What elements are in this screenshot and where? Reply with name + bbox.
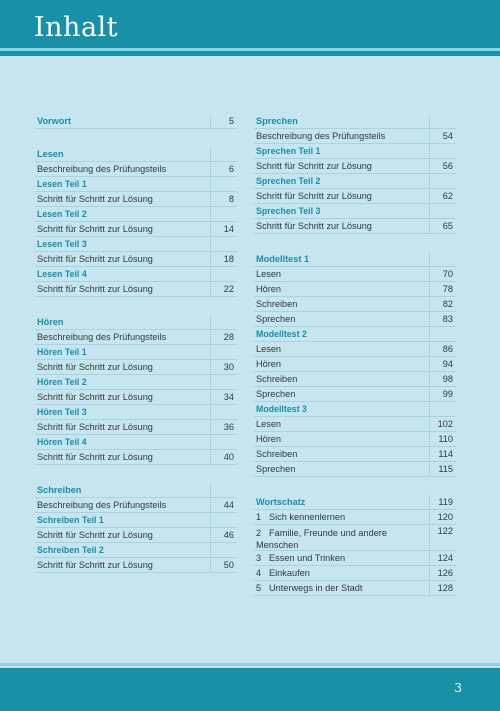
entry-page: 18 xyxy=(210,252,237,266)
toc-section-heading[interactable]: Sprechen xyxy=(254,114,456,129)
toc-section-modelltest xyxy=(254,327,456,402)
entry-page: 54 xyxy=(429,129,456,143)
entry-label: Schritt für Schritt zur Lösung xyxy=(37,452,153,462)
entry-page: 70 xyxy=(429,267,456,281)
entry-page: 102 xyxy=(429,417,456,431)
toc-entry[interactable] xyxy=(35,450,237,465)
toc-section-wortschatz xyxy=(254,495,456,596)
toc-modelltests xyxy=(254,252,456,477)
entry-page: 99 xyxy=(429,387,456,401)
entry-label: Lesen xyxy=(256,419,282,429)
toc-entry[interactable]: Vorwort 5 xyxy=(35,114,237,129)
entry-label: Schritt für Schritt zur Lösung xyxy=(256,161,372,171)
entry-page: 115 xyxy=(429,462,456,476)
toc-subheading[interactable] xyxy=(254,174,456,189)
entry-label: Sprechen Teil 1 xyxy=(256,146,321,156)
entry-number: 4 xyxy=(256,568,262,578)
toc-subheading[interactable] xyxy=(254,204,456,219)
toc-entry[interactable] xyxy=(254,432,456,447)
toc-entry[interactable] xyxy=(254,129,456,144)
entry-label: Schritt für Schritt zur Lösung xyxy=(37,530,153,540)
toc-section-heading[interactable]: Wortschatz 119 xyxy=(254,495,456,510)
toc-subheading[interactable] xyxy=(35,513,237,528)
entry-label: Schritt für Schritt zur Lösung xyxy=(37,362,153,372)
toc-section-heading[interactable]: Hören xyxy=(35,315,237,330)
entry-label: Sprechen Teil 3 xyxy=(256,206,321,216)
entry-label: Hören Teil 3 xyxy=(37,407,87,417)
toc-entry[interactable] xyxy=(254,267,456,282)
entry-page xyxy=(210,177,237,191)
toc-entry[interactable] xyxy=(254,510,456,525)
entry-page: 98 xyxy=(429,372,456,386)
entry-label: Schritt für Schritt zur Lösung xyxy=(37,194,153,204)
entry-label: Hören Teil 1 xyxy=(37,347,87,357)
entry-label: Schreiben xyxy=(256,299,298,309)
entry-number: 3 xyxy=(256,553,262,563)
toc-entry[interactable] xyxy=(254,566,456,581)
entry-number: 5 xyxy=(256,583,262,593)
entry-label: Sprechen xyxy=(256,464,296,474)
toc-entry[interactable] xyxy=(35,222,237,237)
entry-page: 83 xyxy=(429,312,456,326)
entry-label: Schritt für Schritt zur Lösung xyxy=(37,560,153,570)
toc-entry[interactable] xyxy=(35,252,237,267)
entry-label: Beschreibung des Prüfungsteils xyxy=(37,332,167,342)
toc-entry[interactable] xyxy=(35,330,237,345)
entry-label: Essen und Trinken xyxy=(269,553,346,563)
toc-entry[interactable] xyxy=(254,581,456,596)
toc-section-hoeren xyxy=(35,315,237,465)
entry-page xyxy=(210,345,237,359)
entry-page: 40 xyxy=(210,450,237,464)
entry-label: Schritt für Schritt zur Lösung xyxy=(37,422,153,432)
toc-entry[interactable] xyxy=(254,219,456,234)
entry-page: 110 xyxy=(429,432,456,446)
entry-page: 122 xyxy=(429,525,456,550)
entry-page: 120 xyxy=(429,510,456,524)
entry-label: Modelltest 2 xyxy=(256,329,307,339)
entry-page: 114 xyxy=(429,447,456,461)
entry-page: 22 xyxy=(210,282,237,296)
entry-label: Schritt für Schritt zur Lösung xyxy=(256,221,372,231)
entry-label: Sprechen Teil 2 xyxy=(256,176,321,186)
entry-label: Einkaufen xyxy=(269,568,310,578)
entry-label: Modelltest 1 xyxy=(256,254,310,264)
entry-page xyxy=(429,402,456,416)
entry-label: Sprechen xyxy=(256,389,296,399)
toc-subheading[interactable] xyxy=(35,435,237,450)
toc-entry[interactable] xyxy=(254,342,456,357)
entry-number: 2 xyxy=(256,528,262,538)
entry-page: 14 xyxy=(210,222,237,236)
toc-entry[interactable] xyxy=(35,360,237,375)
entry-label: Hören xyxy=(256,434,282,444)
entry-number: 1 xyxy=(256,512,262,522)
entry-page xyxy=(429,144,456,158)
entry-label: Lesen Teil 1 xyxy=(37,179,87,189)
entry-page: 128 xyxy=(429,581,456,595)
toc-subheading[interactable] xyxy=(35,207,237,222)
entry-label: Modelltest 3 xyxy=(256,404,307,414)
entry-label: Sich kennenlernen xyxy=(269,512,346,522)
toc-subheading[interactable] xyxy=(254,144,456,159)
entry-label: Schritt für Schritt zur Lösung xyxy=(37,254,153,264)
toc-subheading[interactable] xyxy=(35,267,237,282)
entry-page xyxy=(429,327,456,341)
entry-label: Lesen xyxy=(256,344,282,354)
toc-subheading[interactable] xyxy=(35,345,237,360)
toc-section-modelltest xyxy=(254,252,456,327)
toc-section-heading[interactable]: Schreiben xyxy=(35,483,237,498)
toc-entry[interactable] xyxy=(254,357,456,372)
entry-page: 94 xyxy=(429,357,456,371)
entry-label: Beschreibung des Prüfungsteils xyxy=(256,131,386,141)
entry-label: Schreiben Teil 2 xyxy=(37,545,104,555)
toc-entry[interactable] xyxy=(254,297,456,312)
toc-entry[interactable] xyxy=(254,447,456,462)
page-number: 3 xyxy=(454,681,462,695)
footer-divider xyxy=(0,663,500,666)
entry-page xyxy=(210,513,237,527)
entry-page: 30 xyxy=(210,360,237,374)
toc-entry[interactable] xyxy=(254,387,456,402)
toc-right-column xyxy=(254,114,456,614)
entry-label: Unterwegs in der Stadt xyxy=(269,583,363,593)
entry-label: Hören xyxy=(256,284,282,294)
entry-page: 50 xyxy=(210,558,237,572)
toc-entry[interactable] xyxy=(254,312,456,327)
entry-page: 28 xyxy=(210,330,237,344)
entry-label: Sprechen xyxy=(256,314,296,324)
entry-page: 126 xyxy=(429,566,456,580)
toc-entry[interactable] xyxy=(35,390,237,405)
entry-label: Schritt für Schritt zur Lösung xyxy=(37,284,153,294)
entry-page xyxy=(429,174,456,188)
entry-page xyxy=(210,375,237,389)
toc-section-heading[interactable]: Lesen xyxy=(35,147,237,162)
footer-bar xyxy=(0,668,500,711)
entry-page: 36 xyxy=(210,420,237,434)
toc-section-sprechen xyxy=(254,114,456,234)
toc-entry[interactable] xyxy=(35,162,237,177)
entry-label: Schreiben xyxy=(256,374,298,384)
entry-page xyxy=(210,207,237,221)
entry-label: Schreiben Teil 1 xyxy=(37,515,104,525)
toc-entry[interactable] xyxy=(35,528,237,543)
entry-label: Hören xyxy=(256,359,282,369)
entry-label: Familie, Freunde und andere Menschen xyxy=(256,528,387,550)
toc-entry[interactable] xyxy=(254,282,456,297)
toc-section-heading[interactable] xyxy=(254,252,456,267)
toc-entry[interactable] xyxy=(254,525,456,551)
entry-page xyxy=(210,543,237,557)
entry-page: 62 xyxy=(429,189,456,203)
entry-label: Schreiben xyxy=(256,449,298,459)
entry-page: 34 xyxy=(210,390,237,404)
toc-section-heading[interactable] xyxy=(254,327,456,342)
toc-entry[interactable] xyxy=(254,372,456,387)
entry-page: 78 xyxy=(429,282,456,296)
toc-section-heading[interactable] xyxy=(254,402,456,417)
entry-page xyxy=(210,237,237,251)
entry-page xyxy=(429,204,456,218)
entry-page: 124 xyxy=(429,551,456,565)
toc-section-modelltest xyxy=(254,402,456,477)
entry-label: Hören Teil 2 xyxy=(37,377,87,387)
entry-label: Lesen Teil 4 xyxy=(37,269,87,279)
entry-label: Lesen Teil 2 xyxy=(37,209,87,219)
entry-label: Beschreibung des Prüfungsteils xyxy=(37,164,167,174)
entry-page: 86 xyxy=(429,342,456,356)
entry-page: 65 xyxy=(429,219,456,233)
toc-entry[interactable] xyxy=(35,558,237,573)
entry-label: Hören Teil 4 xyxy=(37,437,87,447)
entry-page: 8 xyxy=(210,192,237,206)
entry-label: Schritt für Schritt zur Lösung xyxy=(37,392,153,402)
toc-entry[interactable] xyxy=(35,192,237,207)
entry-page xyxy=(210,435,237,449)
toc-subheading[interactable] xyxy=(35,405,237,420)
toc-entry[interactable] xyxy=(254,189,456,204)
entry-label: Lesen Teil 3 xyxy=(37,239,87,249)
toc-subheading[interactable] xyxy=(35,543,237,558)
entry-page: 44 xyxy=(210,498,237,512)
toc-entry[interactable] xyxy=(35,282,237,297)
entry-page: 56 xyxy=(429,159,456,173)
header-divider xyxy=(0,48,500,51)
entry-label: Schritt für Schritt zur Lösung xyxy=(256,191,372,201)
entry-label: Lesen xyxy=(256,269,282,279)
entry-page: 82 xyxy=(429,297,456,311)
toc-section-vorwort xyxy=(35,114,237,129)
entry-page xyxy=(210,267,237,281)
toc-entry[interactable] xyxy=(35,420,237,435)
toc-left-column xyxy=(35,114,237,591)
toc-subheading[interactable] xyxy=(35,375,237,390)
toc-subheading[interactable] xyxy=(35,237,237,252)
entry-page: 6 xyxy=(210,162,237,176)
toc-entry[interactable] xyxy=(254,159,456,174)
toc-section-lesen xyxy=(35,147,237,297)
entry-label: Beschreibung des Prüfungsteils xyxy=(37,500,167,510)
entry-page: 46 xyxy=(210,528,237,542)
page-title: Inhalt xyxy=(34,12,119,43)
toc-entry[interactable] xyxy=(35,498,237,513)
toc-entry[interactable] xyxy=(254,551,456,566)
entry-label: Schritt für Schritt zur Lösung xyxy=(37,224,153,234)
toc-subheading[interactable] xyxy=(35,177,237,192)
entry-page xyxy=(429,252,456,266)
entry-page xyxy=(210,405,237,419)
toc-entry[interactable] xyxy=(254,417,456,432)
toc-section-schreiben xyxy=(35,483,237,573)
toc-entry[interactable] xyxy=(254,462,456,477)
